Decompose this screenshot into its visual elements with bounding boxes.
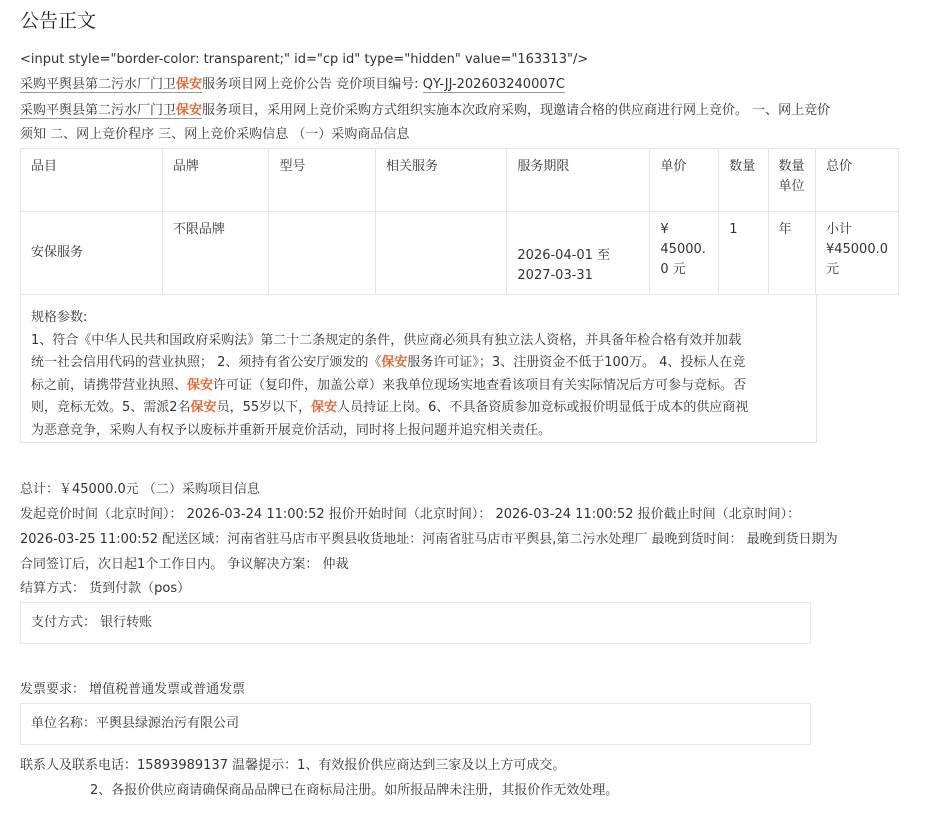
header-cell: 总价 <box>815 149 898 212</box>
total-text: ¥45000.0 <box>825 242 888 257</box>
spec-text <box>31 375 806 398</box>
spec-text: 1、符合《中华人民共和国政府采购法》第二十二条规定的条件，供应商必须具有独立法人资格，并具备年检合格有效并加载 <box>31 332 742 348</box>
spec-segment: 人员持证上岗。6、不具备资质参加竞标或报价明显低于成本的供应商视 <box>337 400 749 415</box>
spec-block <box>20 295 817 443</box>
cell-service <box>376 212 507 295</box>
spec-segment: 则，竞标无效。5、需派2名 <box>31 400 191 415</box>
keyword-highlight: 保安 <box>381 355 408 370</box>
header-cell: 单价 <box>650 149 719 212</box>
cell-unit: 年 <box>768 212 815 295</box>
contact-line: 联系人及联系电话：15893989137 温馨提示：1、有效报价供应商达到三家及以上方可成交。 <box>20 758 566 773</box>
header-cell: 相关服务 <box>376 149 507 212</box>
period-start: 2026-04-01 至 <box>517 248 611 263</box>
page-title: 公告正文 <box>20 10 97 32</box>
company-name: 单位名称：平舆县绿源治污有限公司 <box>31 716 240 731</box>
intro-prefix: 采购平舆县第二污水厂门卫 <box>20 103 177 118</box>
time-line-1: 发起竞价时间（北京时间）： 2026-03-24 11:00:52 报价开始时间（北京时间）： 2026-03-24 11:00:52 报价截止时间（北京时间）： <box>20 507 801 522</box>
total-text: 小计 <box>825 222 852 237</box>
header-cell: 数量 <box>719 149 768 212</box>
cell-brand: 不限品牌 <box>162 212 269 295</box>
cell-quantity: 1 <box>719 212 768 295</box>
cell-model <box>269 212 376 295</box>
time-line-3: 合同签订后，次日起1个工作日内。 争议解决方案： 仲裁 <box>20 557 349 572</box>
table-header-row <box>21 149 899 212</box>
cell-item: 安保服务 <box>21 212 163 295</box>
total-text: 元 <box>825 262 839 277</box>
price-text: ¥ <box>660 222 669 237</box>
announcement-suffix: 服务项目网上竞价公告 竞价项目编号: <box>202 77 419 92</box>
settlement-method: 结算方式： 货到付款（pos） <box>20 581 191 596</box>
spec-segment: 统一社会信用代码的营业执照； 2、须持有省公安厅颁发的《 <box>31 355 382 370</box>
spec-segment: 员，55岁以下， <box>216 400 312 415</box>
intro-line-2: 须知 二、网上竞价程序 三、网上竞价采购信息 （一）采购商品信息 <box>20 127 410 142</box>
keyword-highlight: 保安 <box>311 400 338 415</box>
keyword-highlight: 保安 <box>190 400 217 415</box>
payment-method: 支付方式： 银行转账 <box>31 615 153 630</box>
price-text: 0 元 <box>660 262 686 277</box>
period-end: 2027-03-31 <box>517 268 593 283</box>
project-code: QY-JJ-202603240007C <box>422 77 565 92</box>
company-box <box>20 703 811 745</box>
goods-table <box>20 148 899 295</box>
cell-price <box>650 212 719 295</box>
header-cell: 服务期限 <box>507 149 650 212</box>
header-cell: 数量单位 <box>768 149 815 212</box>
spec-segment: 标之前，请携带营业执照、 <box>31 377 188 393</box>
total-line: 总计：￥45000.0元 （二）采购项目信息 <box>20 482 260 497</box>
spec-text <box>31 352 806 375</box>
cell-total <box>815 212 898 295</box>
keyword-highlight: 保安 <box>176 103 203 118</box>
intro-suffix: 服务项目，采用网上竞价采购方式组织实施本次政府采购，现邀请合格的供应商进行网上竞价。 一、网上竞价 <box>202 103 831 118</box>
price-text: 45000. <box>660 242 706 257</box>
spec-segment: 许可证（复印件，加盖公章）来我单位现场实地查看该项目有关实际情况后方可参与竞标。否 <box>213 377 747 393</box>
header-cell: 型号 <box>269 149 376 212</box>
table-row <box>21 212 899 295</box>
header-cell: 品牌 <box>162 149 269 212</box>
payment-method-box <box>20 602 811 644</box>
cell-period <box>507 212 650 295</box>
announcement-title-line <box>20 74 565 96</box>
raw-input-text: <input style="border-color: transparent;" id="cp id" type="hidden" value="163313"/> <box>20 52 589 67</box>
invoice-requirement: 发票要求： 增值税普通发票或普通发票 <box>20 682 246 697</box>
spec-segment: 服务许可证》；3、注册资金不低于100万。 4、投标人在竞 <box>407 355 746 370</box>
announcement-prefix: 采购平舆县第二污水厂门卫 <box>20 77 177 92</box>
spec-text: 为恶意竞争，采购人有权予以废标并重新开展竞价活动，同时将上报问题并追究相关责任。 <box>31 422 552 438</box>
keyword-highlight: 保安 <box>176 77 203 92</box>
time-line-2: 2026-03-25 11:00:52 配送区域：河南省驻马店市平舆县收货地址：河南省驻马店市平舆县,第二污水处理厂 最晚到货时间： 最晚到货日期为 <box>20 532 838 547</box>
spec-text <box>31 397 806 420</box>
tip-line-2: 2、各报价供应商请确保商品品牌已在商标局注册。如所报品牌未注册，其报价作无效处理。 <box>90 783 619 798</box>
intro-line-1 <box>20 100 830 122</box>
header-cell: 品目 <box>21 149 163 212</box>
spec-title: 规格参数: <box>31 310 88 325</box>
keyword-highlight: 保安 <box>187 377 214 393</box>
